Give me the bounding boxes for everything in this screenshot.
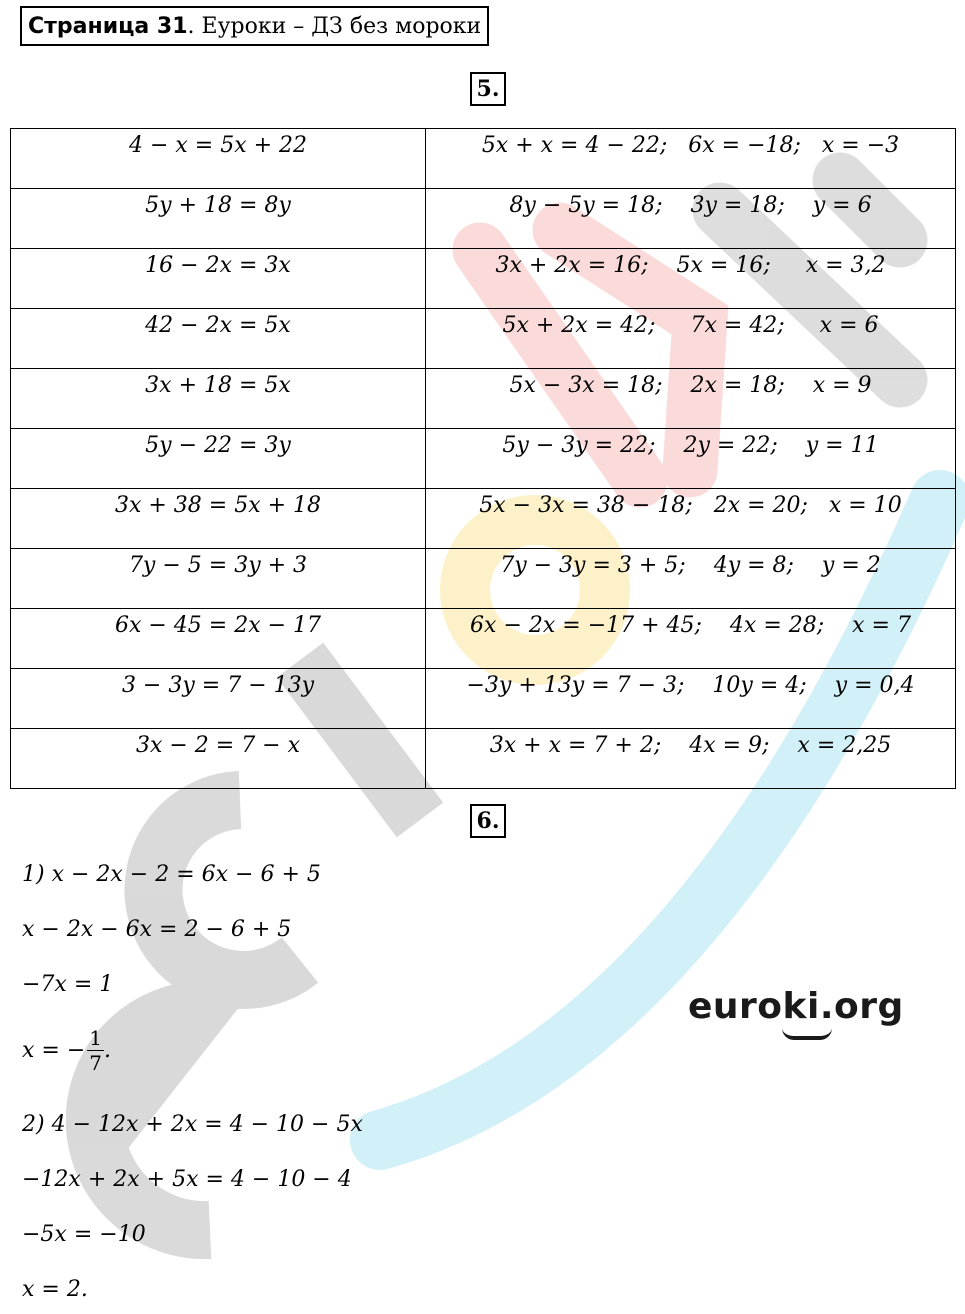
solution-cell: 5x + 2x = 42; 7x = 42; x = 6 [426, 309, 956, 369]
equation-cell: 5y + 18 = 8y [11, 189, 426, 249]
solution-cell: 3x + x = 7 + 2; 4x = 9; x = 2,25 [426, 729, 956, 789]
solution-line: −5x = −10 [22, 1222, 146, 1247]
solution-cell: 6x − 2x = −17 + 45; 4x = 28; x = 7 [426, 609, 956, 669]
solution-cell: 3x + 2x = 16; 5x = 16; x = 3,2 [426, 249, 956, 309]
table-row [11, 189, 956, 249]
table-row [11, 429, 956, 489]
euroki-logo: euroki.org [688, 986, 904, 1027]
table-row [11, 669, 956, 729]
equation-cell: 3x + 18 = 5x [11, 369, 426, 429]
equation-cell: 5y − 22 = 3y [11, 429, 426, 489]
equation-cell: 7y − 5 = 3y + 3 [11, 549, 426, 609]
equation-cell: 3x + 38 = 5x + 18 [11, 489, 426, 549]
solution-cell: 5x − 3x = 38 − 18; 2x = 20; x = 10 [426, 489, 956, 549]
page-header [20, 6, 489, 46]
table-row [11, 369, 956, 429]
table-row [11, 129, 956, 189]
equation-cell: 4 − x = 5x + 22 [11, 129, 426, 189]
table-row [11, 729, 956, 789]
logo-smile-underline [782, 1028, 832, 1040]
fraction-denominator: 7 [89, 1051, 102, 1075]
table-row [11, 549, 956, 609]
task-5-number: 5. [470, 72, 506, 106]
equations-table [10, 128, 956, 789]
solution-line: 2) 4 − 12x + 2x = 4 − 10 − 5x [22, 1112, 363, 1137]
solution-cell: 5x + x = 4 − 22; 6x = −18; x = −3 [426, 129, 956, 189]
solution-line: x − 2x − 6x = 2 − 6 + 5 [22, 917, 292, 942]
solution-line: 1) x − 2x − 2 = 6x − 6 + 5 [22, 862, 321, 887]
fraction-answer [22, 1026, 111, 1075]
solution-line: −12x + 2x + 5x = 4 − 10 − 4 [22, 1167, 352, 1192]
table-row [11, 309, 956, 369]
table-row [11, 489, 956, 549]
fraction [87, 1026, 104, 1075]
answer-prefix: x = − [22, 1038, 86, 1063]
solution-cell: 5x − 3x = 18; 2x = 18; x = 9 [426, 369, 956, 429]
table-row [11, 609, 956, 669]
fraction-numerator: 1 [89, 1026, 102, 1050]
solution-line: −7x = 1 [22, 972, 114, 997]
equation-cell: 6x − 45 = 2x − 17 [11, 609, 426, 669]
page-number-label: Страница 31 [28, 13, 188, 39]
answer-suffix: . [104, 1038, 111, 1063]
solution-line: x = 2. [22, 1277, 88, 1302]
equation-cell: 42 − 2x = 5x [11, 309, 426, 369]
equation-cell: 3x − 2 = 7 − x [11, 729, 426, 789]
site-label: . Еуроки – ДЗ без мороки [187, 13, 482, 39]
equation-cell: 16 − 2x = 3x [11, 249, 426, 309]
solution-cell: 7y − 3y = 3 + 5; 4y = 8; y = 2 [426, 549, 956, 609]
solution-cell: 5y − 3y = 22; 2y = 22; y = 11 [426, 429, 956, 489]
task-6-number: 6. [470, 804, 506, 838]
solution-cell: −3y + 13y = 7 − 3; 10y = 4; y = 0,4 [426, 669, 956, 729]
table-row [11, 249, 956, 309]
equation-cell: 3 − 3y = 7 − 13y [11, 669, 426, 729]
solution-cell: 8y − 5y = 18; 3y = 18; y = 6 [426, 189, 956, 249]
